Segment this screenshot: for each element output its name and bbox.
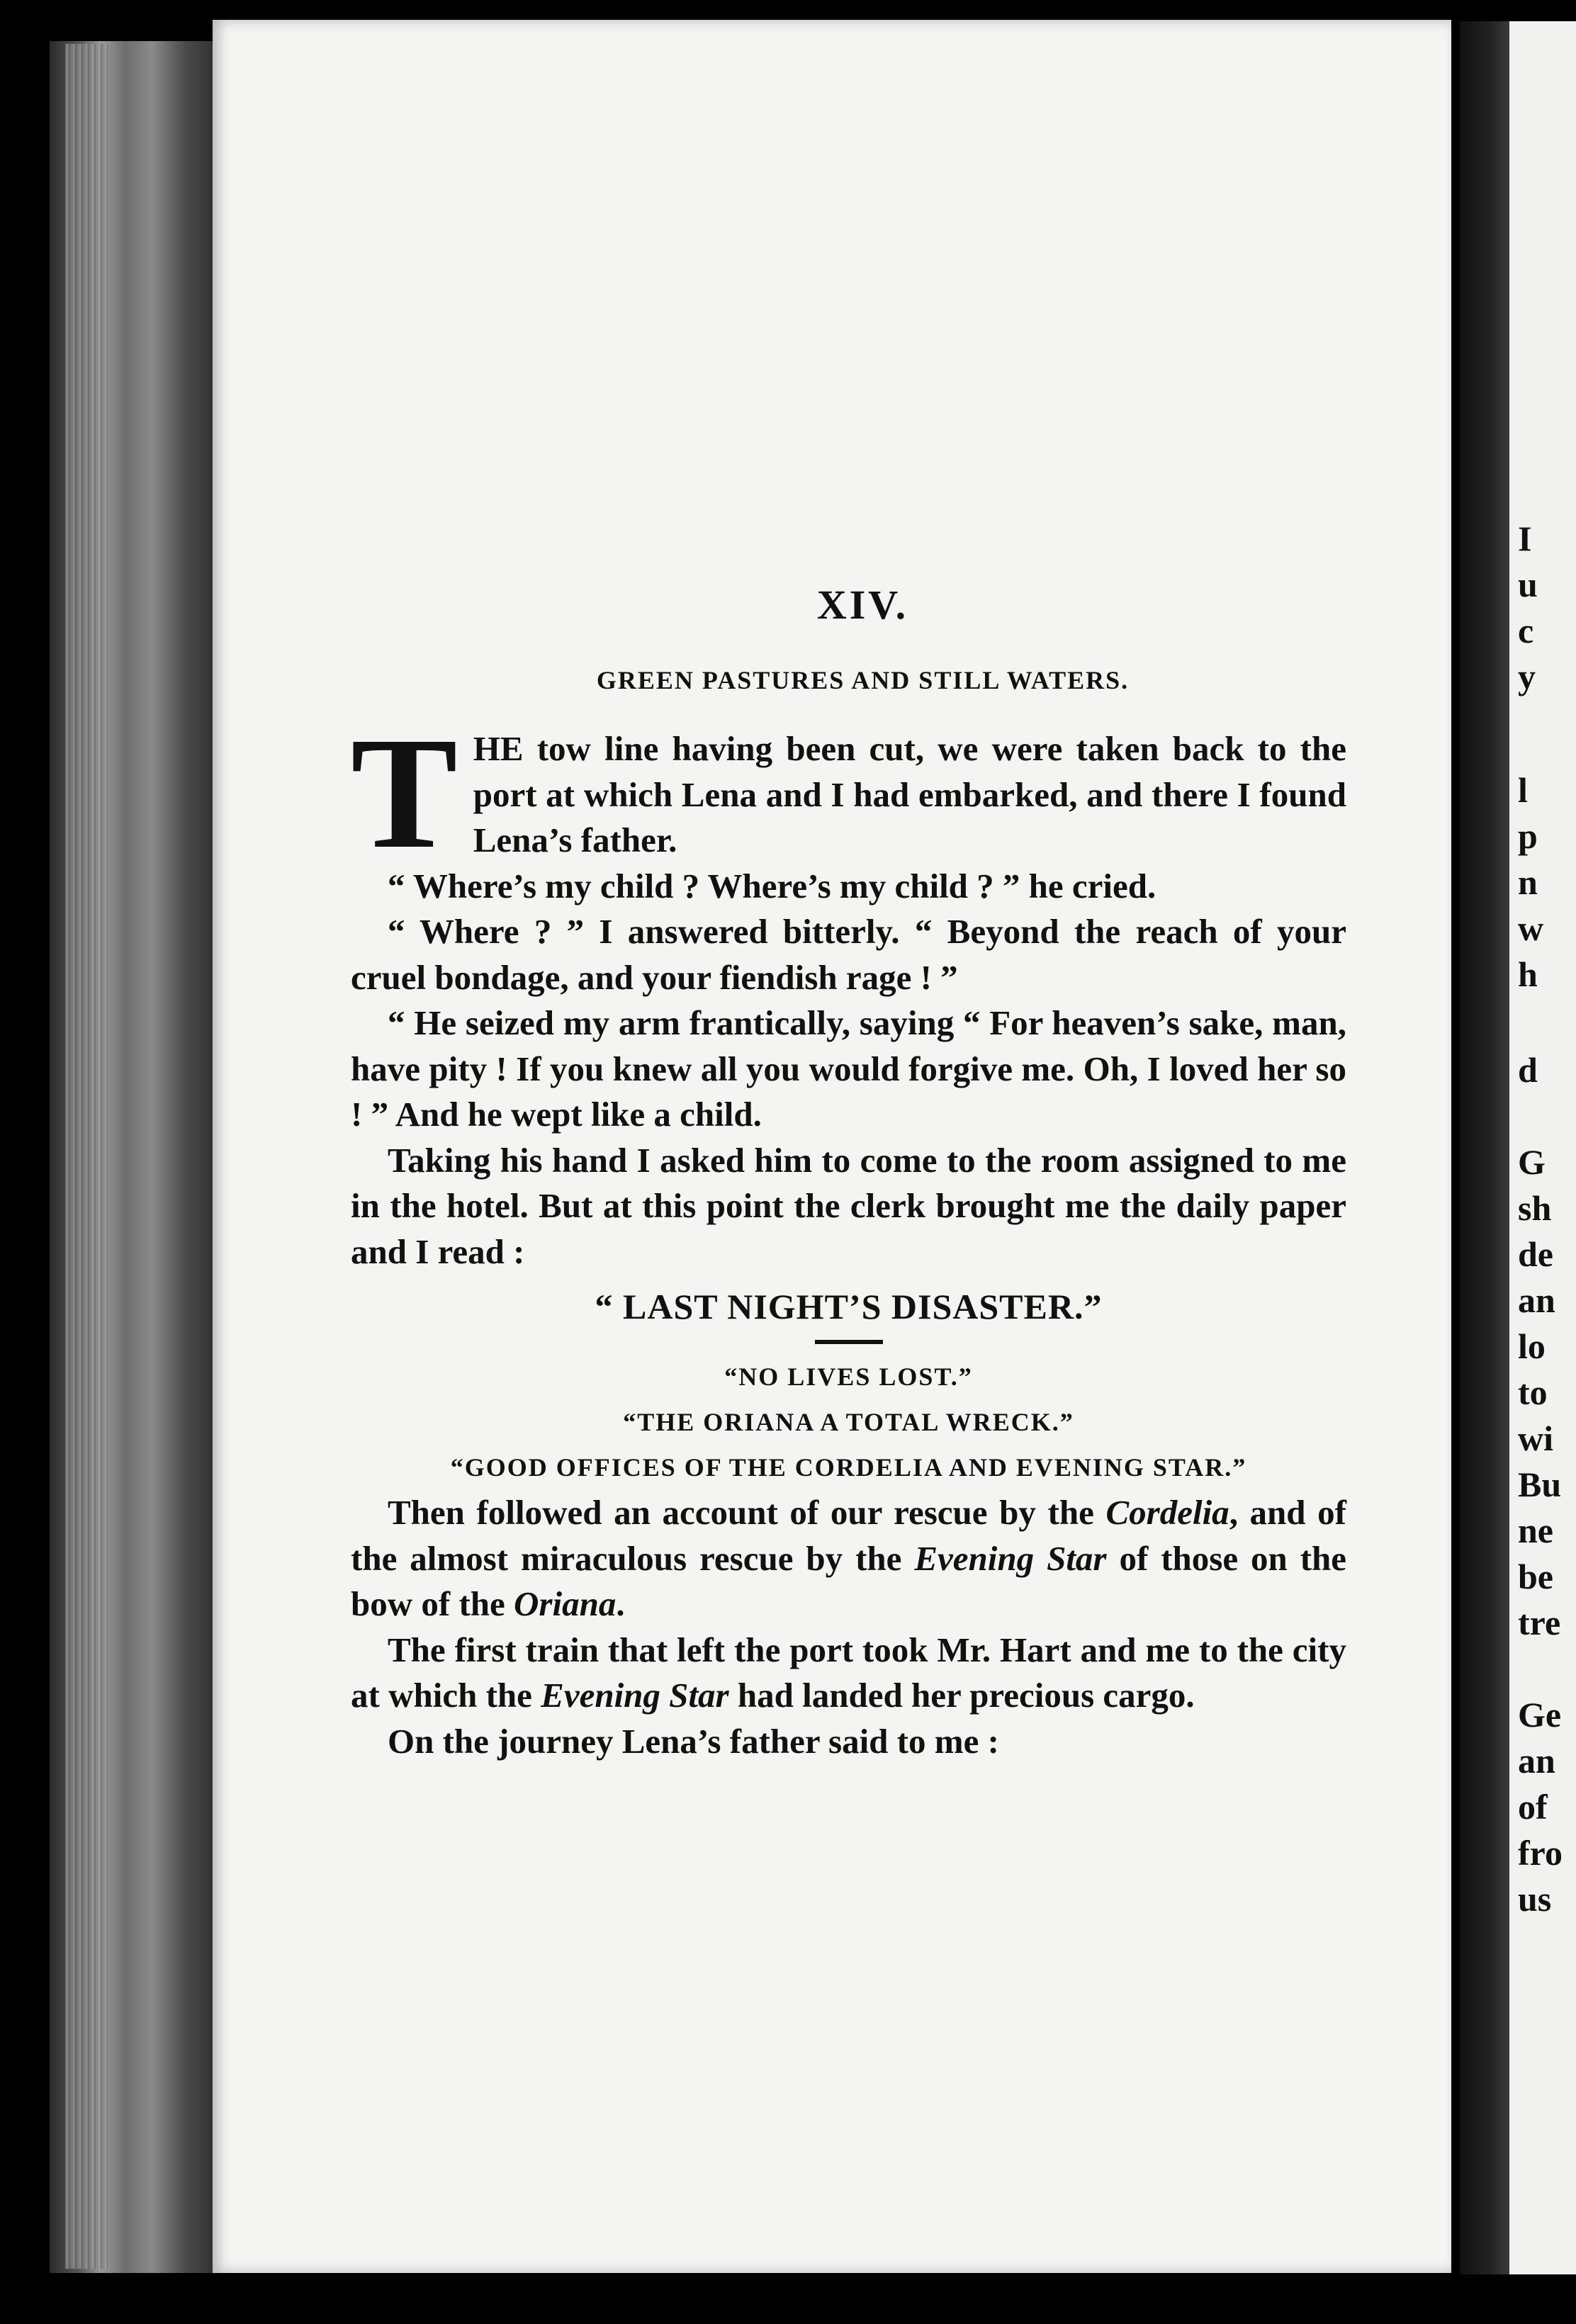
paragraph-4: “ He seized my arm frantically, saying “ For heaven’s sake, man, have pity ! If you knew all you would forgive me. Oh, I loved her so ! ” And he wept like a child. [351, 1003, 1346, 1134]
facing-page-fragment: Bu [1518, 1465, 1562, 1504]
ship-name: Evening Star [541, 1676, 729, 1715]
facing-page-fragment: n [1518, 862, 1538, 902]
ship-name: Evening Star [914, 1538, 1107, 1578]
facing-page-fragment: Ge [1518, 1695, 1562, 1734]
paragraph-7 [351, 1628, 1346, 1719]
facing-page [1509, 21, 1576, 2274]
text-run: had landed her precious cargo. [728, 1676, 1195, 1715]
paragraph-3: “ Where ? ” I answered bitterly. “ Beyond the reach of your cruel bondage, and your fiendish rage ! ” [351, 912, 1346, 997]
facing-page-fragment: to [1518, 1372, 1548, 1412]
paragraph-1 [351, 704, 1346, 881]
headline-rule [815, 1340, 883, 1344]
newspaper-subhead-2: “THE ORIANA A TOTAL WRECK.” [623, 1408, 1074, 1436]
facing-page-fragment: h [1518, 954, 1538, 994]
facing-page-fragment: d [1518, 1050, 1538, 1090]
paragraph-5: Taking his hand I asked him to come to the room assigned to me in the hotel. But at this point the clerk brought me the daily paper and I read : [351, 1140, 1346, 1271]
facing-page-fragment: w [1518, 908, 1544, 948]
facing-page-fragment: G [1518, 1142, 1546, 1182]
facing-page-fragment: y [1518, 657, 1536, 696]
facing-page-fragment: be [1518, 1557, 1553, 1596]
ship-name: Oriana [514, 1584, 617, 1623]
facing-page-fragment: sh [1518, 1188, 1552, 1228]
page-content [351, 581, 1346, 1764]
newspaper-subhead-1: “NO LIVES LOST.” [724, 1363, 973, 1391]
paragraph-6 [351, 1490, 1346, 1628]
paragraph-2: “ Where’s my child ? Where’s my child ? ” he cried. [388, 866, 1156, 906]
facing-page-fragment: l [1518, 770, 1528, 810]
facing-page-fragment: u [1518, 565, 1538, 604]
newspaper-subhead-3: “GOOD OFFICES OF THE CORDELIA AND EVENING STAR.” [450, 1453, 1247, 1482]
chapter-title: GREEN PASTURES AND STILL WATERS. [596, 666, 1130, 694]
facing-page-fragment: fro [1518, 1833, 1563, 1873]
facing-page-fragment: of [1518, 1787, 1548, 1827]
facing-page-fragment: c [1518, 611, 1534, 650]
facing-page-fragment: tre [1518, 1603, 1561, 1642]
facing-page-fragment: an [1518, 1280, 1555, 1320]
facing-page-fragment: de [1518, 1234, 1553, 1274]
facing-page-fragment: wi [1518, 1418, 1553, 1458]
text-run: , and of the almost miraculous rescue by the [351, 1493, 1346, 1578]
text-run: . [616, 1584, 625, 1623]
facing-page-fragment: an [1518, 1741, 1555, 1781]
newspaper-headline: “ LAST NIGHT’S DISASTER.” [595, 1287, 1103, 1326]
chapter-number: XIV. [816, 582, 909, 628]
page-edges [65, 44, 108, 2269]
paragraph-1-text: HE tow line having been cut, we were taken back to the port at which Lena and I had embarked, and there I found Lena’s father. [473, 729, 1346, 859]
text-run: The first train that left the port took Mr. Hart and me to the city at which the [351, 1630, 1346, 1715]
ship-name: Cordelia [1105, 1493, 1229, 1532]
facing-page-fragment: us [1518, 1879, 1552, 1919]
facing-page-fragment: ne [1518, 1511, 1553, 1550]
facing-page-fragment: lo [1518, 1326, 1546, 1366]
text-run: Then followed an account of our rescue by the [388, 1493, 1106, 1532]
paragraph-8: On the journey Lena’s father said to me : [388, 1721, 999, 1761]
drop-cap: T [351, 704, 458, 881]
text-run: of those on the bow of the [351, 1538, 1347, 1623]
facing-page-fragment: I [1518, 519, 1532, 558]
facing-page-fragment: p [1518, 816, 1538, 856]
book-gutter [1460, 21, 1509, 2274]
